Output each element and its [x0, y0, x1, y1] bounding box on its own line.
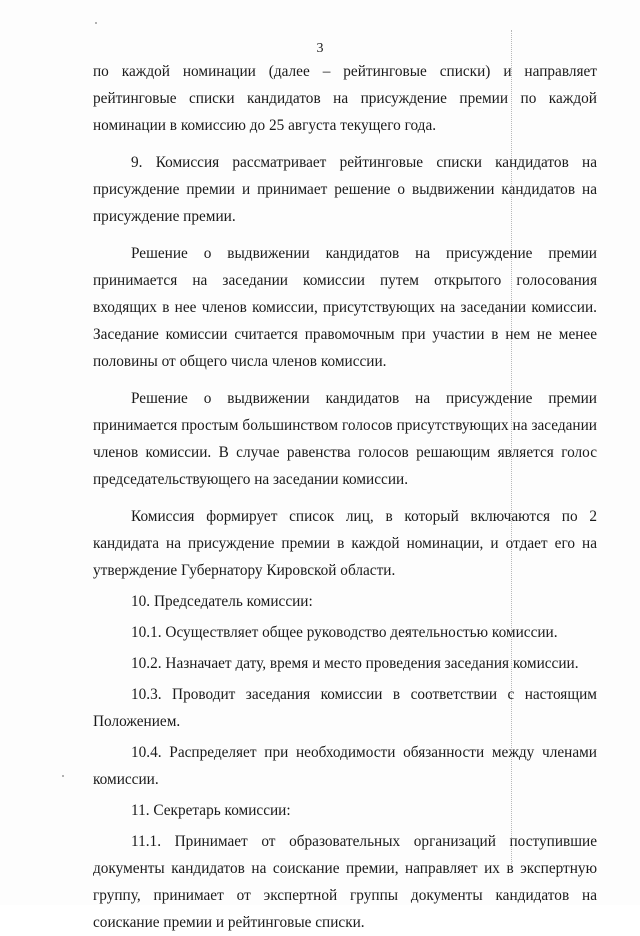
paragraph-decision-majority: Решение о выдвижении кандидатов на присуждение премии принимается простым большинством голосов присутствующих на заседании членов комиссии. В случае равенства голосов решающим является голос председательствующего на заседании комиссии.	[93, 390, 597, 488]
document-body	[93, 58, 597, 936]
paragraph-item-10: 10. Председатель комиссии:	[131, 593, 313, 610]
paragraph-item-10-3: 10.3. Проводит заседания комиссии в соответствии с настоящим Положением.	[93, 686, 597, 730]
scan-speck	[95, 22, 97, 24]
paragraph-decision-meeting: Решение о выдвижении кандидатов на присуждение премии принимается на заседании комиссии путем открытого голосования входящих в нее членов комиссии, присутствующих на заседании комиссии. Заседание комиссии считается правомочным при участии в нем не менее половины от общего числа членов комиссии.	[93, 245, 597, 370]
paragraph-candidate-list: Комиссия формирует список лиц, в который включаются по 2 кандидата на присуждение премии в каждой номинации, и отдает его на утверждение Губернатору Кировской области.	[93, 508, 597, 579]
paragraph-item-9: 9. Комиссия рассматривает рейтинговые списки кандидатов на присуждение премии и принимает решение о выдвижении кандидатов на присуждение премии.	[93, 154, 597, 225]
paragraph-item-11-1: 11.1. Принимает от образовательных организаций поступившие документы кандидатов на соискание премии, направляет их в экспертную группу, принимает от экспертной группы документы кандидатов на соискание премии и рейтинговые списки.	[93, 833, 597, 931]
paragraph-item-10-4: 10.4. Распределяет при необходимости обязанности между членами комиссии.	[93, 744, 597, 788]
paragraph-continuation: по каждой номинации (далее – рейтинговые списки) и направляет рейтинговые списки кандидатов на присуждение премии по каждой номинации в комиссию до 25 августа текущего года.	[93, 63, 597, 134]
scan-speck	[62, 775, 64, 777]
paragraph-item-11: 11. Секретарь комиссии:	[131, 802, 291, 819]
paragraph-item-10-1: 10.1. Осуществляет общее руководство деятельностью комиссии.	[131, 624, 558, 641]
paragraph-item-10-2: 10.2. Назначает дату, время и место проведения заседания комиссии.	[131, 655, 579, 672]
page-number: 3	[316, 41, 324, 56]
